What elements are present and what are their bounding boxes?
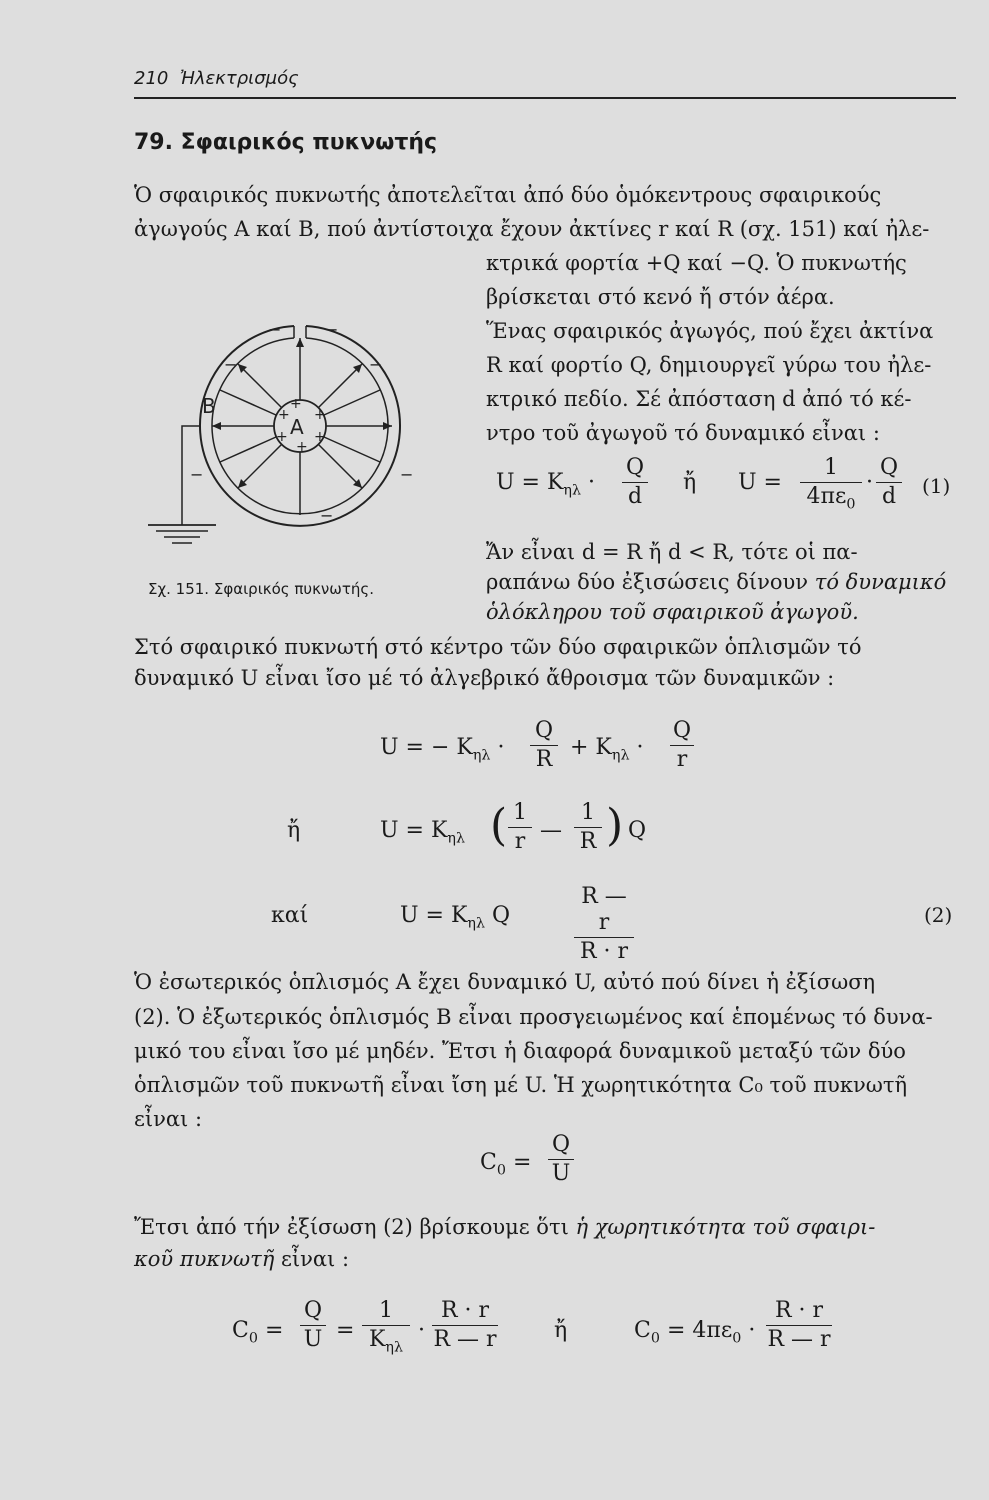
p5-line1: Ὁ ἐσωτερικός ὁπλισμός Α ἔχει δυναμικό U, αὐτό πού δίνει ἡ ἐξίσωση xyxy=(134,970,876,994)
eq-final-eq: = xyxy=(336,1318,355,1343)
p6-line2: κοῦ πυκνωτῆ εἶναι : xyxy=(134,1247,350,1271)
eq-factored-minus: — xyxy=(540,818,562,843)
p3-line1: Ἄν εἶναι d = R ἤ d < R, τότε οἱ πα- xyxy=(486,540,858,564)
plus-6: + xyxy=(276,429,288,445)
eq1-U: U = xyxy=(738,470,782,495)
p4-line2: δυναμικό U εἶναι ἴσο μέ τό ἀλγεβρικό ἄθροισμα τῶν δυναμικῶν : xyxy=(134,666,835,690)
figure-caption: Σχ. 151. Σφαιρικός πυκνωτής. xyxy=(148,580,374,598)
eq-final-frac4: R · r R — r xyxy=(767,1298,831,1352)
p2-line2: R καί φορτίο Q, δημιουργεῖ γύρω του ἠλε- xyxy=(486,353,932,377)
p6-line1: Ἔτσι ἀπό τήν ἐξίσωση (2) βρίσκουμε ὅτι ἡ χωρητικότητα τοῦ σφαιρι- xyxy=(134,1215,876,1239)
eq-sum-left: U = − $K_{\eta\lambda}$ · xyxy=(380,735,505,764)
p5-line5: εἶναι : xyxy=(134,1107,203,1131)
eq-sum-frac2: Q r xyxy=(670,718,694,773)
eq2-kai: καί xyxy=(271,903,309,928)
paren-open: ( xyxy=(490,800,508,851)
eq-sum-mid: + $K_{\eta\lambda}$ · xyxy=(570,735,644,764)
eq-final-c0: $C_0$ = xyxy=(232,1318,284,1347)
arrow-heads xyxy=(212,338,392,488)
plus-5: + xyxy=(296,439,308,455)
eq-c0-left: $C_0$ = xyxy=(480,1150,532,1179)
p2-line1: Ἕνας σφαιρικός ἀγωγός, πού ἔχει ἀκτίνα xyxy=(486,319,934,343)
eq1-frac1: Q d xyxy=(622,455,648,510)
eq1-frac3: Q d xyxy=(876,455,902,510)
plus-2: + xyxy=(314,407,326,423)
eq-factored-q: Q xyxy=(628,818,647,843)
minus-5: − xyxy=(400,465,414,484)
eq-or-2: ἤ xyxy=(287,818,301,843)
eq-final-frac1: Q U xyxy=(300,1298,326,1353)
p5-line4: ὁπλισμῶν τοῦ πυκνωτῆ εἶναι ἴση μέ U. Ἡ χωρητικότητα C₀ τοῦ πυκνωτῆ xyxy=(134,1073,908,1097)
plus-4: + xyxy=(314,429,326,445)
minus-2: − xyxy=(325,320,339,339)
p4-line1: Στό σφαιρικό πυκνωτή στό κέντρο τῶν δύο σφαιρικῶν ὁπλισμῶν τό xyxy=(134,635,862,659)
header-rule xyxy=(134,97,956,99)
section-title: 79. Σφαιρικός πυκνωτής xyxy=(134,130,438,155)
eq-factored-frac2: 1 R xyxy=(574,800,602,855)
field-lines xyxy=(212,338,392,488)
eq2-frac: R — r R · r xyxy=(574,884,634,965)
running-title: Ἠλεκτρισμός xyxy=(179,68,299,89)
p2-line3: κτρικό πεδίο. Σέ ἀπόσταση d ἀπό τό κέ- xyxy=(486,387,912,411)
p1-line4: βρίσκεται στό κενό ἤ στόν ἀέρα. xyxy=(486,285,835,309)
minus-3: − xyxy=(224,355,238,374)
eq2-number: (2) xyxy=(924,903,953,927)
minus-1: − xyxy=(268,320,282,339)
plus-3: + xyxy=(278,407,290,423)
p2-line4: ντρο τοῦ ἀγωγοῦ τό δυναμικό εἶναι : xyxy=(486,421,880,445)
p5-line2: (2). Ὁ ἐξωτερικός ὁπλισμός Β εἶναι προσγειωμένος καί ἑπομένως τό δυνα- xyxy=(134,1005,933,1029)
eq-sum-frac1: Q R xyxy=(530,718,558,773)
p3-line2: ραπάνω δύο ἐξισώσεις δίνουν τό δυναμικό xyxy=(486,570,947,594)
eq1-number: (1) xyxy=(922,474,951,498)
eq1-dot: · xyxy=(866,470,873,495)
eq1-frac2: 1 $4\pi\varepsilon_0$ xyxy=(800,455,862,517)
eq-factored-frac1: 1 r xyxy=(508,800,532,855)
p5-line3: μικό του εἶναι ἴσο μέ μηδέν. Ἔτσι ἡ διαφορά δυναμικοῦ μεταξύ τῶν δύο xyxy=(134,1039,906,1063)
eq-factored-left: $U = K_{\eta\lambda}$ xyxy=(380,818,466,847)
page-number: 210 xyxy=(134,68,169,89)
minus-7: − xyxy=(320,506,334,525)
label-a: A xyxy=(290,415,304,439)
minus-6: − xyxy=(190,465,204,484)
label-b: B xyxy=(202,394,216,418)
eq1-left: $U = K_{\eta\lambda}$ · xyxy=(496,470,596,499)
eq-final-frac3: R · r R — r xyxy=(433,1298,497,1352)
minus-4: − xyxy=(369,355,383,374)
plus-1: + xyxy=(290,396,302,412)
eq1-or: ἤ xyxy=(683,470,697,495)
paren-close: ) xyxy=(606,800,624,851)
p1-line3: κτρικά φορτία +Q καί −Q. Ὁ πυκνωτής xyxy=(486,251,907,275)
running-header xyxy=(134,68,299,89)
eq-final-right: $C_0 = 4\pi\varepsilon_0$ · xyxy=(634,1318,756,1347)
eq-final-or: ἤ xyxy=(554,1318,568,1343)
p1-line2: ἀγωγούς Α καί Β, πού ἀντίστοιχα ἔχουν ἀκτίνες r καί R (σχ. 151) καί ἠλε- xyxy=(134,217,930,241)
eq-c0-frac: Q U xyxy=(548,1132,574,1187)
capacitor-figure xyxy=(140,295,460,555)
eq-final-dot1: · xyxy=(418,1318,425,1343)
eq2-left: $U = K_{\eta\lambda}$ Q xyxy=(400,903,511,932)
p1-line1: Ὁ σφαιρικός πυκνωτής ἀποτελεῖται ἀπό δύο ὁμόκεντρους σφαιρικούς xyxy=(134,183,882,207)
eq-final-frac2: 1 $K_{\eta\lambda}$ xyxy=(362,1298,410,1360)
p3-line3: ὁλόκληρου τοῦ σφαιρικοῦ ἀγωγοῦ. xyxy=(486,600,859,624)
